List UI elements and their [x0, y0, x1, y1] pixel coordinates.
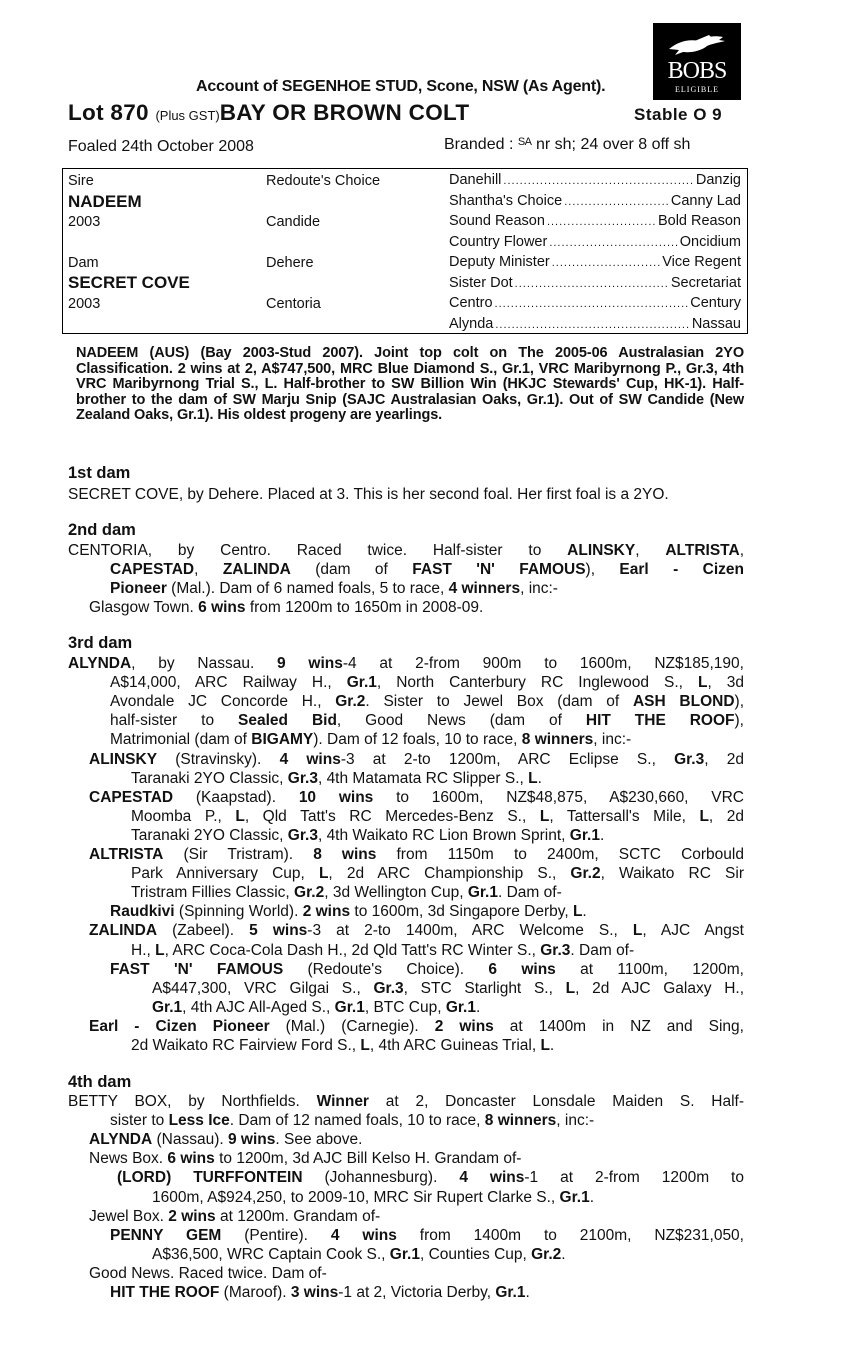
pedigree-text-line: Raudkivi (Spinning World). 2 wins to 1600m, 3d Singapore Derby, L. — [110, 903, 587, 921]
pedigree-text-line: News Box. 6 wins to 1200m, 3d AJC Bill Kelso H. Grandam of- — [89, 1150, 522, 1168]
pedigree-text-line: Park Anniversary Cup, L, 2d ARC Championship S., Gr.2, Waikato RC Sir — [131, 865, 744, 883]
pedigree-text-line: Matrimonial (dam of BIGAMY). Dam of 12 foals, 10 to race, 8 winners, inc:- — [110, 731, 632, 749]
lot-description: BAY OR BROWN COLT — [219, 100, 470, 125]
pedigree-text-line: ZALINDA (Zabeel). 5 wins-3 at 2-to 1400m, ARC Welcome S., L, AJC Angst — [89, 922, 744, 940]
pedigree-text-line: ALTRISTA (Sir Tristram). 8 wins from 1150m to 2400m, SCTC Corbould — [89, 846, 744, 863]
third-dam-heading: 3rd dam — [68, 634, 133, 652]
pedigree-text-line: sister to Less Ice. Dam of 12 named foals, 10 to race, 8 winners, inc:- — [110, 1112, 595, 1130]
fourth-dam-heading: 4th dam — [68, 1073, 132, 1091]
brand-mark: SA — [517, 136, 532, 148]
logo-text: BOBS — [667, 58, 727, 84]
pedigree-text-line: H., L, ARC Coca-Cola Dash H., 2d Qld Tatt's RC Winter S., Gr.3. Dam of- — [131, 941, 635, 959]
grandparent-row: Country Flower ..... Oncidium — [449, 234, 741, 250]
pedigree-text-line: (LORD) TURFFONTEIN (Johannesburg). 4 wins-1 at 2-from 1200m to — [117, 1169, 744, 1187]
pedigree-text-line: ALYNDA, by Nassau. 9 wins-4 at 2-from 900m to 1600m, NZ$185,190, — [68, 655, 744, 672]
pedigree-text-line: A$447,300, VRC Gilgai S., Gr.3, STC Starlight S., L, 2d AJC Galaxy H., — [152, 979, 744, 997]
pedigree-table — [62, 168, 748, 334]
dam-dam: Centoria — [266, 296, 321, 312]
dam-label: Dam — [68, 255, 99, 271]
pedigree-text-line: BETTY BOX, by Northfields. Winner at 2, Doncaster Lonsdale Maiden S. Half- — [68, 1093, 745, 1110]
grandparent-row: Deputy Minister ..... Vice Regent — [449, 254, 741, 270]
pedigree-text-line: PENNY GEM (Pentire). 4 wins from 1400m to 2100m, NZ$231,050, — [110, 1226, 744, 1244]
brand-text: nr sh; 24 over 8 off sh — [535, 136, 691, 153]
pedigree-text-line: A$14,000, ARC Railway H., Gr.1, North Canterbury RC Inglewood S., L, 3d — [110, 674, 745, 692]
second-dam-line: CENTORIA, by Centro. Raced twice. Half-sister to ALINSKY, ALTRISTA, — [68, 542, 744, 559]
sire-notes: NADEEM (AUS) (Bay 2003-Stud 2007). Joint top colt on The 2005-06 Australasian 2YO Classification. 2 wins at 2, A$747,500, MRC Blue Diamond S., Gr.1, VRC Maribyrnong P., Gr.3, 4th VRC Maribyrnong Trial S., L. Half-brother to SW Billion Win (HKJC Stewards' Cup, HK-1). Half-brother to the dam of SW Marju Snip (SAJC Australasian Oaks, Gr.1). Out of SW Candide (New Zealand Oaks, Gr.1). His oldest progeny are yearlings. — [76, 345, 744, 424]
brand-info — [444, 136, 690, 154]
gst-note: (Plus GST) — [155, 108, 220, 123]
sire-year: 2003 — [68, 214, 101, 230]
second-dam-line: Pioneer (Mal.). Dam of 6 named foals, 5 to race, 4 winners, inc:- — [110, 580, 558, 597]
second-dam-heading: 2nd dam — [68, 521, 136, 539]
vendor-account: Account of SEGENHOE STUD, Scone, NSW (As Agent). — [196, 78, 606, 95]
pedigree-text-line: Good News. Raced twice. Dam of- — [89, 1264, 327, 1282]
lot-header — [68, 100, 469, 126]
second-dam-line: Glasgow Town. 6 wins from 1200m to 1650m in 2008-09. — [89, 599, 484, 616]
grandparent-row: Centro ..... Century — [449, 295, 741, 311]
sire-dam: Candide — [266, 214, 321, 230]
first-dam-heading: 1st dam — [68, 464, 131, 482]
grandparent-row: Sound Reason ..... Bold Reason — [449, 213, 741, 229]
pedigree-text-line: HIT THE ROOF (Maroof). 3 wins-1 at 2, Victoria Derby, Gr.1. — [110, 1284, 530, 1301]
pedigree-text-line: Jewel Box. 2 wins at 1200m. Grandam of- — [89, 1207, 381, 1225]
pedigree-text-line: Gr.1, 4th AJC All-Aged S., Gr.1, BTC Cup, Gr.1. — [152, 998, 481, 1016]
second-dam-line: CAPESTAD, ZALINDA (dam of FAST 'N' FAMOUS), Earl - Cizen — [110, 561, 744, 578]
brand-label: Branded : — [444, 136, 514, 153]
pedigree-text-line: FAST 'N' FAMOUS (Redoute's Choice). 6 wins at 1100m, 1200m, — [110, 960, 744, 978]
sire-sire: Redoute's Choice — [266, 173, 381, 189]
first-dam-text: SECRET COVE, by Dehere. Placed at 3. This is her second foal. Her first foal is a 2YO. — [68, 486, 669, 503]
grandparent-row: Sister Dot ..... Secretariat — [449, 275, 741, 291]
pedigree-text-line: 2d Waikato RC Fairview Ford S., L, 4th ARC Guineas Trial, L. — [131, 1037, 555, 1054]
pedigree-text-line: Earl - Cizen Pioneer (Mal.) (Carnegie). 2 wins at 1400m in NZ and Sing, — [89, 1017, 744, 1035]
pedigree-text-line: ALYNDA (Nassau). 9 wins. See above. — [89, 1131, 363, 1149]
pedigree-text-line: Avondale JC Concorde H., Gr.2. Sister to Jewel Box (dam of ASH BLOND), — [110, 693, 744, 711]
bobs-eligible-logo — [653, 23, 741, 100]
foaling-date: Foaled 24th October 2008 — [68, 138, 254, 155]
pedigree-text-line: Tristram Fillies Classic, Gr.2, 3d Wellington Cup, Gr.1. Dam of- — [131, 884, 562, 902]
grandparent-row: Alynda ..... Nassau — [449, 316, 741, 332]
pedigree-text-line: Taranaki 2YO Classic, Gr.3, 4th Waikato RC Lion Brown Sprint, Gr.1. — [131, 826, 605, 844]
grandparent-row: Danehill ..... Danzig — [449, 172, 741, 188]
dam-name: SECRET COVE — [68, 273, 190, 292]
dam-year: 2003 — [68, 296, 101, 312]
pedigree-text-line: Taranaki 2YO Classic, Gr.3, 4th Matamata RC Slipper S., L. — [131, 769, 542, 787]
pedigree-text-line: 1600m, A$924,250, to 2009-10, MRC Sir Rupert Clarke S., Gr.1. — [152, 1188, 595, 1206]
sire-name: NADEEM — [68, 192, 142, 211]
pedigree-text-line: Moomba P., L, Qld Tatt's RC Mercedes-Benz S., L, Tattersall's Mile, L, 2d — [131, 807, 745, 825]
sire-label: Sire — [68, 173, 94, 189]
pedigree-text-line: CAPESTAD (Kaapstad). 10 wins to 1600m, NZ$48,875, A$230,660, VRC — [89, 788, 744, 806]
logo-subtext: ELIGIBLE — [675, 85, 719, 94]
dam-sire: Dehere — [266, 255, 314, 271]
racehorse-icon — [665, 31, 727, 57]
stable-number: Stable O 9 — [634, 105, 723, 124]
pedigree-text-line: A$36,500, WRC Captain Cook S., Gr.1, Counties Cup, Gr.2. — [152, 1245, 566, 1263]
lot-number: Lot 870 — [68, 100, 149, 125]
pedigree-text-line: ALINSKY (Stravinsky). 4 wins-3 at 2-to 1200m, ARC Eclipse S., Gr.3, 2d — [89, 750, 744, 768]
grandparent-row: Shantha's Choice ..... Canny Lad — [449, 193, 741, 209]
pedigree-text-line: half-sister to Sealed Bid, Good News (dam of HIT THE ROOF), — [110, 712, 744, 730]
